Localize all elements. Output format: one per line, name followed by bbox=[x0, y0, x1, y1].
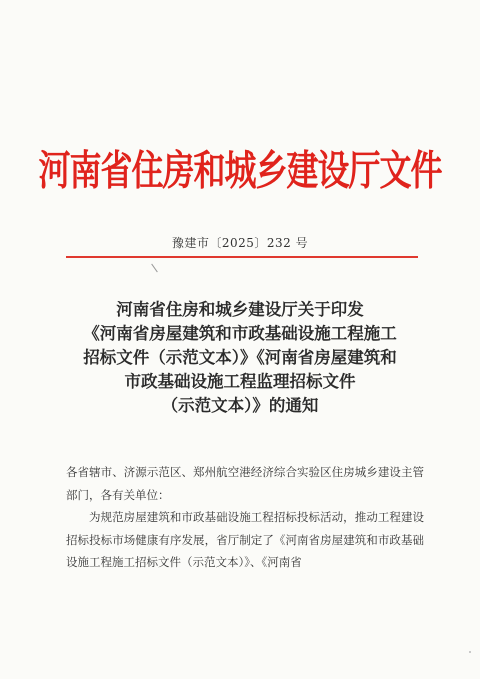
body-paragraph-1: 为规范房屋建筑和市政基础设施工程招标投标活动，推动工程建设招标投标市场健康有序发展，省厅制定了《河南省房屋建筑和市政基础设施工程施工招标文件（示范文本）》、《河南省 bbox=[66, 510, 424, 569]
masthead-title: 河南省住房和城乡建设厅文件 bbox=[38, 146, 442, 195]
scan-mark bbox=[151, 264, 158, 273]
title-line-2: 《河南省房屋建筑和市政基础设施工程施工 bbox=[83, 324, 397, 343]
title-line-1: 河南省住房和城乡建设厅关于印发 bbox=[116, 300, 364, 319]
notice-body bbox=[66, 461, 424, 574]
addressee-paragraph: 各省辖市、济源示范区、郑州航空港经济综合实验区住房城乡建设主管部门，各有关单位： bbox=[66, 465, 424, 502]
title-line-3: 招标文件（示范文本）》《河南省房屋建筑和 bbox=[83, 348, 397, 367]
document-number: 豫建市〔2025〕232 号 bbox=[171, 236, 309, 250]
notice-title bbox=[60, 298, 420, 418]
title-line-4: 市政基础设施工程监理招标文件 bbox=[124, 372, 356, 391]
red-divider-line bbox=[66, 256, 418, 258]
scan-speck bbox=[469, 651, 471, 653]
title-line-5: （示范文本）》的通知 bbox=[161, 396, 319, 415]
